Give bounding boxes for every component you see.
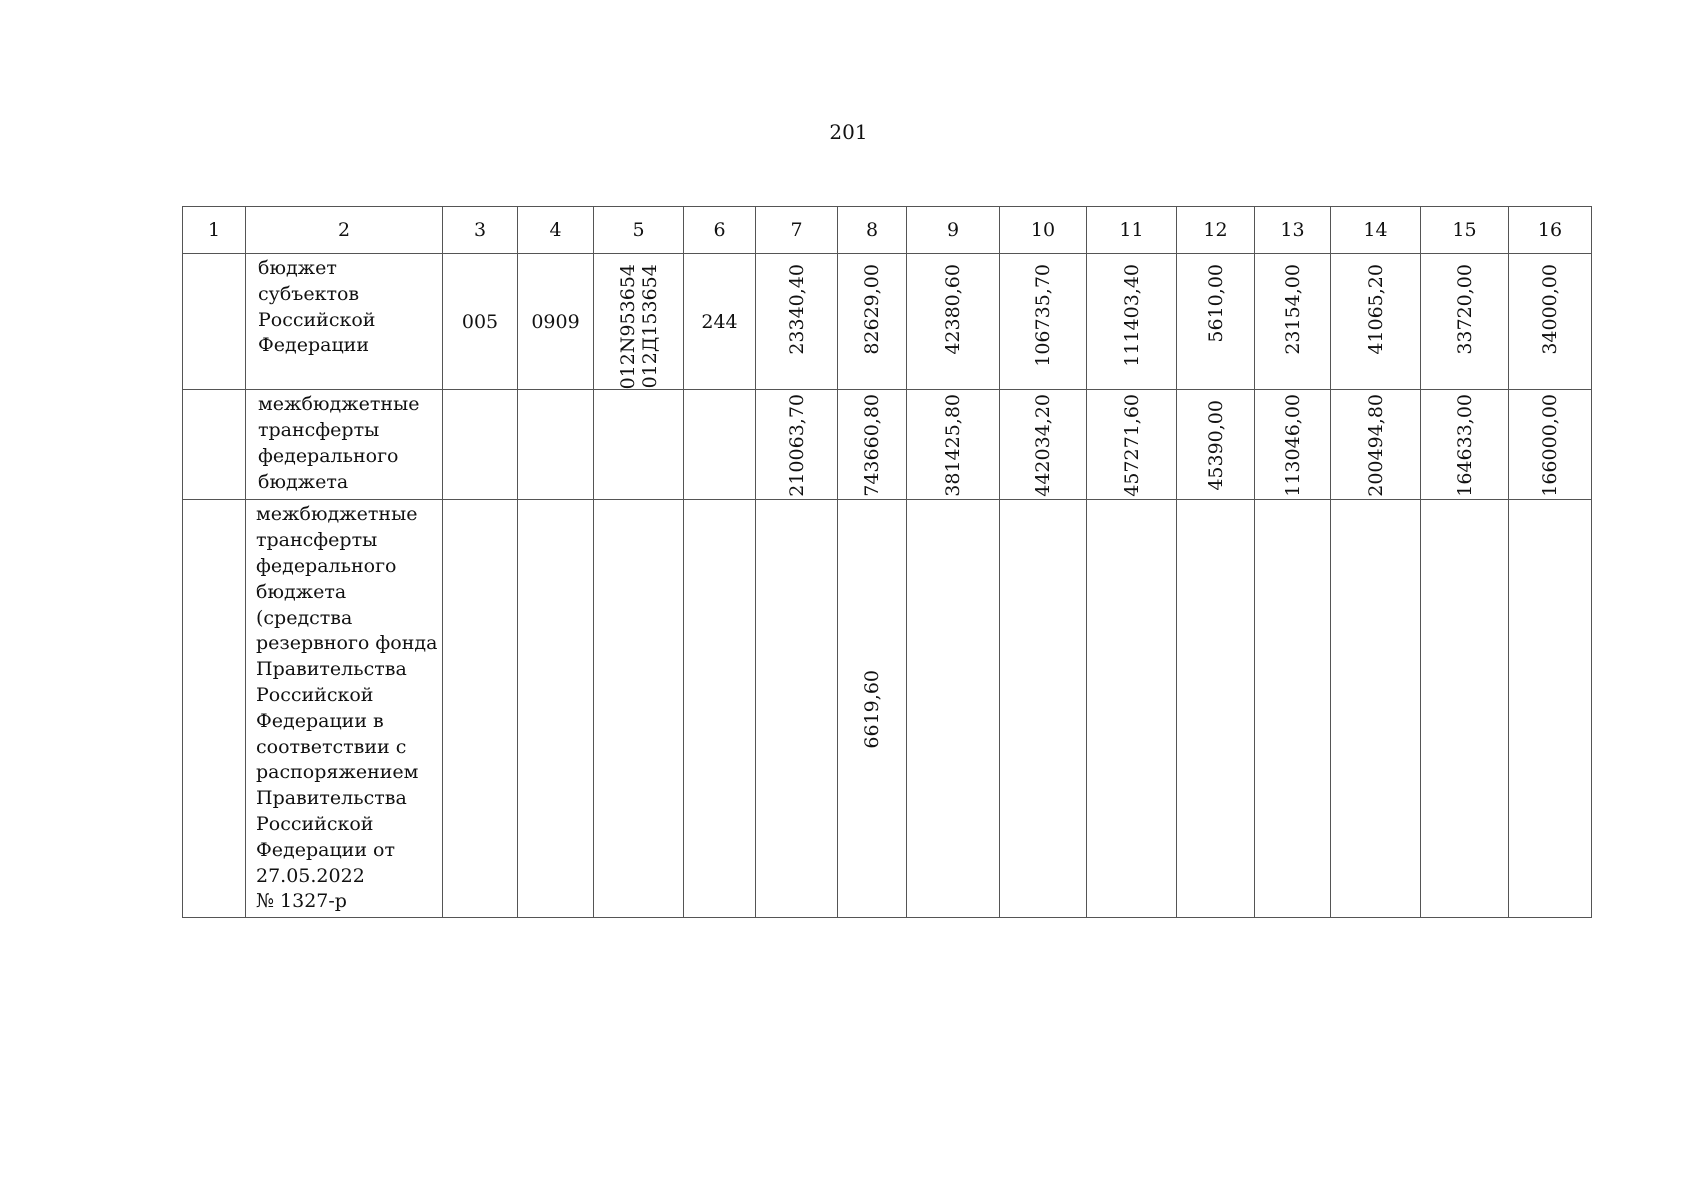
value-text: 111403,40 bbox=[1120, 264, 1143, 367]
value-text: 743660,80 bbox=[861, 393, 883, 497]
value-cell bbox=[1509, 254, 1592, 390]
value-cell bbox=[1421, 390, 1509, 500]
column-header: 8 bbox=[838, 207, 907, 254]
column-header: 9 bbox=[907, 207, 1000, 254]
ministry-code-cell bbox=[443, 500, 518, 918]
value-cell bbox=[756, 254, 838, 390]
value-cell bbox=[1087, 500, 1177, 918]
column-header: 6 bbox=[684, 207, 756, 254]
value-cell bbox=[838, 500, 907, 918]
table-row bbox=[183, 254, 1592, 390]
value-cell bbox=[1331, 390, 1421, 500]
row-name-line: Российской bbox=[256, 812, 374, 835]
value-cell bbox=[907, 254, 1000, 390]
row-name-line: Федерации bbox=[258, 334, 369, 357]
value-cell bbox=[1087, 390, 1177, 500]
row-name-line: Российской bbox=[258, 308, 376, 331]
value-text: 200494,80 bbox=[1364, 393, 1387, 497]
value-text: 5610,00 bbox=[1204, 264, 1227, 343]
row-name-line: федерального bbox=[256, 555, 397, 578]
value-text: 82629,00 bbox=[861, 264, 883, 355]
value-cell bbox=[1177, 500, 1255, 918]
value-cell bbox=[907, 500, 1000, 918]
value-text: 210063,70 bbox=[785, 393, 808, 497]
value-cell bbox=[1000, 500, 1087, 918]
value-text: 166000,00 bbox=[1539, 393, 1561, 497]
value-text: 41065,20 bbox=[1364, 264, 1387, 355]
section-code-cell bbox=[518, 500, 594, 918]
row-number-cell bbox=[183, 254, 246, 390]
section-code-cell bbox=[518, 390, 594, 500]
column-header: 13 bbox=[1255, 207, 1331, 254]
ministry-code-cell bbox=[443, 390, 518, 500]
budget-table bbox=[182, 206, 1592, 918]
expense-type-cell bbox=[684, 390, 756, 500]
value-cell bbox=[907, 390, 1000, 500]
value-text: 6619,60 bbox=[861, 669, 883, 749]
column-header: 11 bbox=[1087, 207, 1177, 254]
column-header: 2 bbox=[246, 207, 443, 254]
column-header: 16 bbox=[1509, 207, 1592, 254]
column-header: 12 bbox=[1177, 207, 1255, 254]
header-row bbox=[183, 207, 1592, 254]
row-name-line: субъектов bbox=[258, 282, 360, 305]
value-cell bbox=[1331, 254, 1421, 390]
value-cell bbox=[838, 254, 907, 390]
column-header: 14 bbox=[1331, 207, 1421, 254]
row-name-line: бюджета bbox=[258, 470, 349, 493]
target-code-line: 012N953654 bbox=[616, 264, 639, 390]
row-name-line: бюджета bbox=[256, 580, 347, 603]
value-cell bbox=[1255, 500, 1331, 918]
expense-type-cell: 244 bbox=[684, 254, 756, 390]
column-header: 4 bbox=[518, 207, 594, 254]
row-name-line: трансферты bbox=[258, 419, 380, 442]
row-name-line: Федерации от bbox=[256, 838, 395, 861]
value-text: 23340,40 bbox=[785, 264, 808, 355]
row-name-cell bbox=[246, 500, 443, 918]
row-name-line: Российской bbox=[256, 684, 374, 706]
column-header: 10 bbox=[1000, 207, 1087, 254]
target-code-cell bbox=[594, 500, 684, 918]
target-code-text bbox=[617, 264, 661, 389]
value-cell bbox=[1087, 254, 1177, 390]
value-text: 442034,20 bbox=[1032, 393, 1054, 497]
section-code-cell: 0909 bbox=[518, 254, 594, 390]
row-name-cell bbox=[246, 254, 443, 390]
row-number-cell bbox=[183, 500, 246, 918]
value-cell bbox=[1000, 254, 1087, 390]
column-header: 15 bbox=[1421, 207, 1509, 254]
column-header: 3 bbox=[443, 207, 518, 254]
table-row bbox=[183, 390, 1592, 500]
row-name-line: Правительства bbox=[256, 658, 407, 681]
row-name-line: федерального bbox=[258, 445, 399, 468]
value-cell bbox=[1509, 500, 1592, 918]
row-name-line: соответствии с bbox=[256, 735, 407, 758]
value-text: 106735,70 bbox=[1032, 264, 1054, 367]
row-name-line: резервного фонда bbox=[256, 632, 438, 655]
value-cell bbox=[1177, 254, 1255, 390]
page-number: 201 bbox=[829, 120, 868, 144]
row-name-line: (средства bbox=[256, 606, 353, 629]
value-cell bbox=[1331, 500, 1421, 918]
column-header: 5 bbox=[594, 207, 684, 254]
value-cell bbox=[1177, 390, 1255, 500]
value-text: 23154,00 bbox=[1281, 264, 1304, 355]
row-name-line: 27.05.2022 bbox=[256, 864, 365, 887]
row-name-line: № 1327-р bbox=[256, 890, 347, 913]
value-text: 34000,00 bbox=[1539, 264, 1561, 355]
value-text: 457271,60 bbox=[1120, 393, 1143, 497]
ministry-code-cell: 005 bbox=[443, 254, 518, 390]
value-text: 164633,00 bbox=[1453, 393, 1476, 497]
row-name-line: бюджет bbox=[258, 257, 337, 279]
value-cell bbox=[1509, 390, 1592, 500]
target-code-cell bbox=[594, 390, 684, 500]
target-code-cell bbox=[594, 254, 684, 390]
value-text: 113046,00 bbox=[1281, 393, 1304, 497]
value-cell bbox=[1255, 254, 1331, 390]
value-cell bbox=[838, 390, 907, 500]
value-cell bbox=[1000, 390, 1087, 500]
row-name-line: трансферты bbox=[256, 529, 378, 552]
value-text: 33720,00 bbox=[1453, 264, 1476, 355]
column-header: 7 bbox=[756, 207, 838, 254]
target-code-line: 012Д153654 bbox=[638, 264, 661, 389]
row-name-line: межбюджетные bbox=[256, 503, 418, 526]
value-cell bbox=[1421, 500, 1509, 918]
value-cell bbox=[1421, 254, 1509, 390]
row-name-cell bbox=[246, 390, 443, 500]
value-text: 45390,00 bbox=[1204, 399, 1227, 491]
value-cell bbox=[756, 500, 838, 918]
row-name-line: Правительства bbox=[256, 787, 407, 810]
column-header: 1 bbox=[183, 207, 246, 254]
row-number-cell bbox=[183, 390, 246, 500]
row-name-line: межбюджетные bbox=[258, 393, 420, 416]
value-text: 42380,60 bbox=[942, 264, 964, 355]
value-cell bbox=[1255, 390, 1331, 500]
table-row bbox=[183, 500, 1592, 918]
expense-type-cell bbox=[684, 500, 756, 918]
row-name-line: Федерации в bbox=[256, 709, 384, 732]
row-name-line: распоряжением bbox=[256, 761, 419, 784]
value-text: 381425,80 bbox=[942, 393, 964, 497]
value-cell bbox=[756, 390, 838, 500]
